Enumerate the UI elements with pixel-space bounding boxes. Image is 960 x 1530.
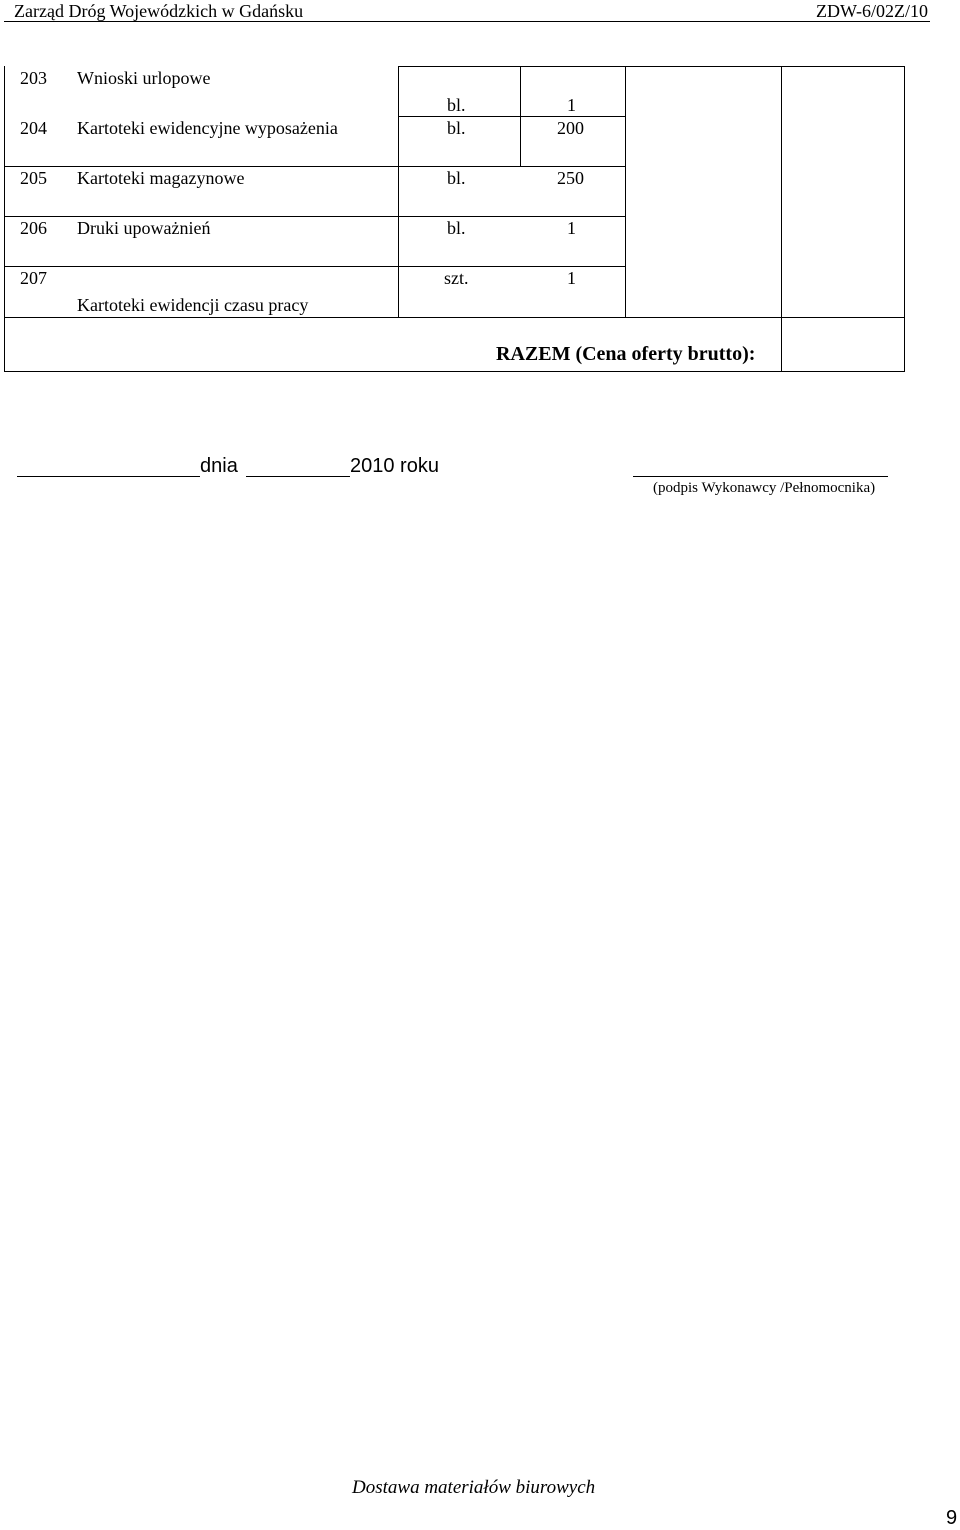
table-border-top xyxy=(398,66,905,67)
row-number: 204 xyxy=(20,118,47,138)
table-row-divider xyxy=(4,317,905,318)
signature-caption: (podpis Wykonawcy /Pełnomocnika) xyxy=(653,480,876,496)
item-name: Wnioski urlopowe xyxy=(77,68,211,88)
page-number: 9 xyxy=(946,1507,958,1529)
date-blank-line xyxy=(17,476,200,477)
signature-line xyxy=(633,476,888,477)
table-column-divider xyxy=(625,66,626,317)
row-number: 205 xyxy=(20,168,47,188)
item-quantity: 200 xyxy=(557,118,584,138)
table-border-right xyxy=(904,66,905,372)
table-column-divider xyxy=(398,66,399,317)
item-quantity: 1 xyxy=(567,218,576,238)
item-name: Kartoteki ewidencji czasu pracy xyxy=(77,295,309,315)
item-unit: bl. xyxy=(447,218,466,238)
day-label: dnia xyxy=(200,455,238,477)
year-blank-line xyxy=(246,476,350,477)
table-row-divider xyxy=(4,266,626,267)
item-quantity: 250 xyxy=(557,168,584,188)
organization-name: Zarząd Dróg Wojewódzkich w Gdańsku xyxy=(14,1,304,21)
year-label: 2010 roku xyxy=(350,455,439,477)
table-border-bottom xyxy=(4,371,905,372)
item-unit: szt. xyxy=(444,268,469,288)
row-number: 206 xyxy=(20,218,47,238)
table-column-divider xyxy=(781,66,782,372)
item-unit: bl. xyxy=(447,118,466,138)
item-name: Druki upoważnień xyxy=(77,218,211,238)
item-unit: bl. xyxy=(447,168,466,188)
row-number: 203 xyxy=(20,68,47,88)
item-unit: bl. xyxy=(447,95,466,115)
total-label: RAZEM (Cena oferty brutto): xyxy=(496,343,756,365)
table-border-left xyxy=(4,66,5,372)
header-divider xyxy=(4,21,930,22)
item-name: Kartoteki magazynowe xyxy=(77,168,245,188)
footer-title: Dostawa materiałów biurowych xyxy=(352,1477,596,1498)
table-column-divider xyxy=(520,66,521,166)
document-reference: ZDW-6/02Z/10 xyxy=(816,1,928,21)
row-number: 207 xyxy=(20,268,47,288)
item-quantity: 1 xyxy=(567,95,576,115)
table-row-divider xyxy=(398,116,626,117)
item-name: Kartoteki ewidencyjne wyposażenia xyxy=(77,118,338,138)
item-quantity: 1 xyxy=(567,268,576,288)
